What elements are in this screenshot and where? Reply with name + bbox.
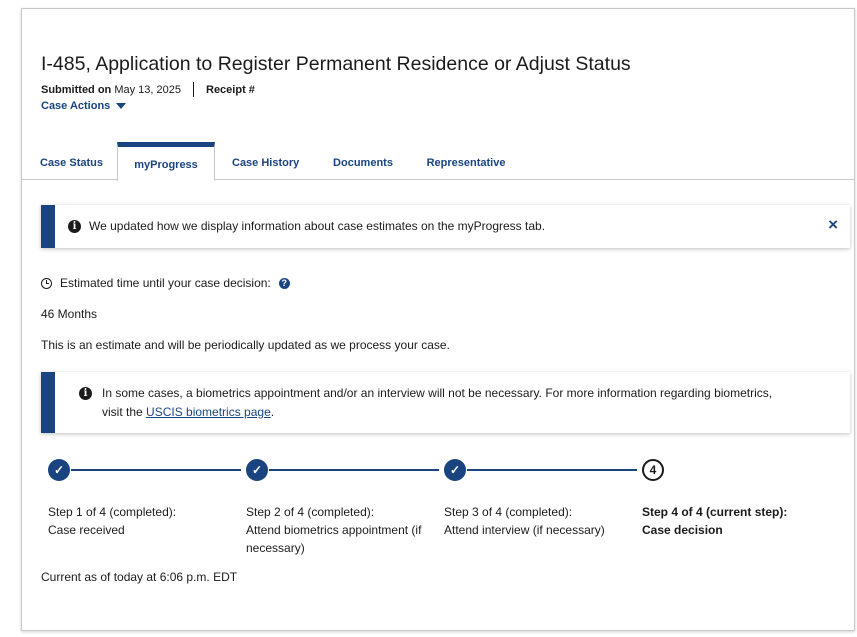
check-icon: ✓ — [48, 459, 70, 481]
current-as-of: Current as of today at 6:06 p.m. EDT — [41, 570, 238, 584]
estimate-note: This is an estimate and will be periodically updated as we process your case. — [41, 338, 450, 352]
case-actions-label: Case Actions — [41, 100, 111, 112]
case-actions-dropdown[interactable] — [41, 100, 126, 112]
step-status: Step 4 of 4 (current step): — [642, 505, 788, 519]
step-connector — [467, 469, 637, 471]
tab-case-status[interactable]: Case Status — [40, 157, 103, 169]
submitted-line — [41, 82, 255, 97]
step-name: Case decision — [642, 523, 723, 537]
step-3-label — [444, 503, 634, 539]
step-4-label — [642, 503, 832, 539]
tab-representative[interactable]: Representative — [426, 157, 506, 169]
step-1-label — [48, 503, 238, 539]
step-4-number: 4 — [642, 459, 664, 481]
estimate-value: 46 Months — [41, 307, 98, 321]
caret-down-icon — [116, 103, 126, 109]
case-card — [21, 8, 855, 631]
estimate-label: Estimated time until your case decision: — [60, 276, 271, 290]
tab-case-history[interactable]: Case History — [232, 157, 300, 169]
close-icon[interactable]: × — [828, 215, 838, 234]
progress-stepper — [22, 456, 854, 566]
page-title: I-485, Application to Register Permanent Residence or Adjust Status — [41, 53, 631, 75]
tab-bar — [22, 142, 854, 180]
submitted-label: Submitted on — [41, 83, 112, 96]
step-status: Step 3 of 4 (completed): — [444, 505, 573, 519]
biometrics-alert-text: In some cases, a biometrics appointment and/or an interview will not be necessary. For more information regarding biometrics, — [102, 386, 773, 400]
update-alert-text: We updated how we display information about case estimates on the myProgress tab. — [89, 219, 546, 233]
step-name: Attend interview (if necessary) — [444, 523, 605, 537]
submitted-date: May 13, 2025 — [114, 83, 181, 96]
step-status: Step 2 of 4 (completed): — [246, 505, 375, 519]
step-connector — [269, 469, 439, 471]
clock-icon — [41, 278, 52, 289]
biometrics-link[interactable]: USCIS biometrics page — [146, 405, 271, 419]
step-name: Attend biometrics appointment (if necessary) — [246, 523, 422, 555]
step-connector — [71, 469, 241, 471]
biometrics-alert-line2: visit the USCIS biometrics page. — [102, 405, 275, 419]
info-icon: i — [68, 220, 81, 233]
check-icon: ✓ — [246, 459, 268, 481]
check-icon: ✓ — [444, 459, 466, 481]
estimate-row — [41, 276, 290, 290]
tab-myprogress[interactable]: myProgress — [117, 142, 215, 181]
step-status: Step 1 of 4 (completed): — [48, 505, 177, 519]
divider — [193, 82, 194, 97]
biometrics-alert — [41, 372, 850, 433]
help-icon[interactable]: ? — [279, 278, 290, 289]
step-2-label — [246, 503, 436, 557]
receipt-label: Receipt # — [206, 83, 255, 96]
step-name: Case received — [48, 523, 125, 537]
info-icon: i — [79, 387, 92, 400]
update-alert — [41, 205, 850, 248]
tab-documents[interactable]: Documents — [333, 157, 393, 169]
